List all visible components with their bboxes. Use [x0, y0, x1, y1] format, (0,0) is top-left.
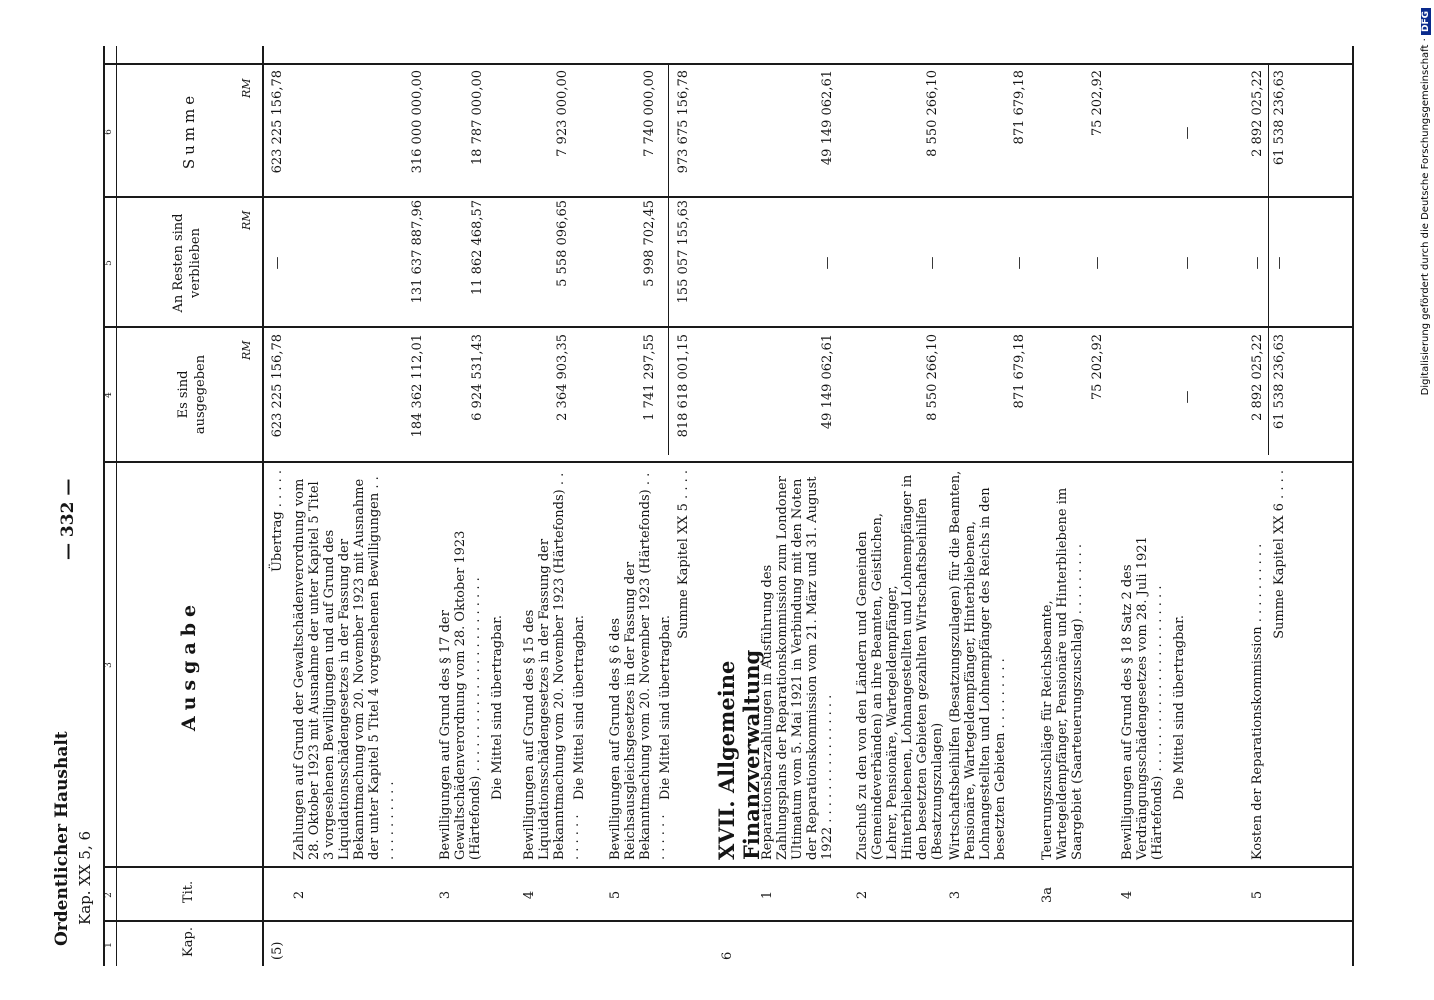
row-4-c6: 7 923 000,00 — [555, 70, 570, 157]
tit-6-1: 1 — [760, 890, 775, 900]
document-title: Ordentlicher Haushalt — [52, 731, 72, 946]
colnum-5: 5 — [104, 260, 114, 266]
unit-col4: RM — [240, 340, 253, 360]
table-right-border — [103, 63, 1353, 65]
s3-c6: 871 679,18 — [1012, 70, 1027, 145]
uebertrag-c4: 623 225 156,78 — [270, 334, 285, 438]
s4-c5: — — [1180, 256, 1195, 270]
summe-5-c4: 818 618 001,15 — [676, 334, 691, 438]
s4-c6: — — [1180, 126, 1195, 140]
dfg-logo: DFG — [1421, 8, 1431, 35]
s1-c4: 49 149 062,61 — [820, 334, 835, 430]
s4-note: Die Mittel sind übertragbar. — [1172, 614, 1187, 800]
credit-text: Digitalisierung gefördert durch die Deutsche Forschungsgemeinschaft · — [1420, 38, 1431, 396]
table-top-border — [103, 46, 105, 966]
col-sep-5-6 — [103, 196, 1353, 198]
s1-c6: 49 149 062,61 — [820, 70, 835, 166]
header-summe: Summe — [180, 91, 198, 170]
s5-text: Kosten der Reparationskommission . . . . . . . . . . — [1250, 543, 1265, 860]
header-tit: Tit. — [181, 880, 196, 904]
digitization-credit — [1418, 8, 1434, 992]
s5-c6: 2 892 025,22 — [1250, 70, 1265, 157]
unit-col5: RM — [240, 210, 253, 230]
tit-3: 3 — [438, 890, 453, 900]
colnum-3: 3 — [104, 662, 114, 668]
uebertrag-c5: — — [270, 256, 285, 270]
document-subtitle: Kap. XX 5, 6 — [76, 830, 94, 925]
col-sep-4-5 — [103, 326, 1353, 328]
kap-5: (5) — [270, 941, 285, 960]
row-2-c6: 316 000 000,00 — [410, 70, 425, 174]
row-2-text: Zahlungen auf Grund der Gewaltschädenverordnung vom 28. Oktober 1923 mit Ausnahme der unter Kapitel 5 Titel 3 vorgesehenen Bewilligungen und auf Grund des Liquidationsschädengesetzes in der Fassung der Bekanntmachung vom 20. November 1923 mit Ausnahme der unter Kapitel 5 Titel 4 vorgesehenen Bewilligungen . . . . . . . . . . . . — [292, 476, 397, 860]
kap-6: 6 — [720, 951, 735, 960]
tit-6-3: 3 — [948, 890, 963, 900]
summe-5-c6: 973 675 156,78 — [676, 70, 691, 174]
row-4-c5: 5 558 096,65 — [555, 200, 570, 287]
s3a-c4: 75 202,92 — [1090, 334, 1105, 401]
colnum-rule — [116, 46, 117, 966]
s5-c5: — — [1250, 256, 1265, 270]
summe-6-c5: — — [1272, 256, 1287, 270]
row-5-text: Bewilligungen auf Grund des § 6 des Reichsausgleichsgesetzes in der Fassung der Bekanntmachung vom 20. November 1923 (Härtefonds) . . . . . . . . — [608, 472, 668, 860]
tit-6-3a: 3a — [1040, 886, 1055, 904]
row-5-c4: 1 741 297,55 — [642, 334, 657, 421]
tit-6-5: 5 — [1250, 890, 1265, 900]
row-5-c6: 7 740 000,00 — [642, 70, 657, 157]
uebertrag-c6: 623 225 156,78 — [270, 70, 285, 174]
header-an-resten: An Resten sind verblieben — [171, 213, 203, 313]
row-5-c5: 5 998 702,45 — [642, 200, 657, 287]
colnum-2: 2 — [104, 892, 114, 898]
page-number: — 332 — — [58, 478, 78, 560]
row-2-c4: 184 362 112,01 — [410, 334, 425, 438]
s4-c4: — — [1180, 390, 1195, 404]
s4-text: Bewilligungen auf Grund des § 18 Satz 2 des Verdrängungsschädengesetzes vom 28. Juli 1921 (Härtefonds) . . . . . . . . . . . . . . . . . . . . . . . — [1120, 536, 1165, 860]
row-3-text: Bewilligungen auf Grund des § 17 der Gewaltschädenverordnung vom 28. Oktober 1923 (Härtefonds) . . . . . . . . . . . . . . . . . . . . . . . . — [438, 530, 483, 860]
table-bottom-border — [1352, 46, 1354, 966]
colnum-1: 1 — [104, 942, 114, 948]
summe-6-c6: 61 538 236,63 — [1272, 70, 1287, 166]
row-4-text: Bewilligungen auf Grund des § 15 des Liquidationsschädengesetzes in der Fassung der Bekanntmachung vom 20. November 1923 (Härtefonds) . . . . . . . . — [522, 472, 582, 860]
summe-5-label: Summe Kapitel XX 5 . . . . — [676, 470, 691, 639]
header-kap: Kap. — [181, 927, 196, 957]
s3a-c5: — — [1090, 256, 1105, 270]
s1-c5: — — [820, 256, 835, 270]
row-3-c5: 11 862 468,57 — [470, 200, 485, 296]
s3-text: Wirtschaftsbeihilfen (Besatzungszulagen) für die Beamten, Pensionäre, Wartegeldempfänger, Hinterbliebenen, Lohnangestellten und Lohnempfänger des Reichs in den besetzten Gebieten . . . . . . . . . — [948, 470, 1008, 860]
s1-text: Reparationsbarzahlungen in Ausführung des Zahlungsplans der Reparationskommission zum Londoner Ultimatum vom 5. Mai 1921 in Verbindung mit den Noten der Reparationskommission vom 21. März und 31. August 1922 . . . . . . . . . . . . . . . . — [760, 476, 835, 860]
uebertrag-label: Übertrag . . . . . — [270, 470, 285, 573]
col-sep-1-2 — [103, 920, 1353, 922]
row-4-note: Die Mittel sind übertragbar. — [572, 614, 587, 800]
s2-c4: 8 550 266,10 — [925, 334, 940, 421]
header-es-sind-ausgegeben: Es sind ausgegeben — [176, 354, 208, 435]
tit-5: 5 — [608, 890, 623, 900]
row-5-note: Die Mittel sind übertragbar. — [658, 614, 673, 800]
s3a-text: Teuerungszuschläge für Reichsbeamte, Wartegeldempfänger, Pensionäre und Hinterbliebene im Saargebiet (Saarteuerungszuschlag) . . . . . . . . . — [1040, 487, 1085, 860]
s3-c5: — — [1012, 256, 1027, 270]
row-2-c5: 131 637 887,96 — [410, 200, 425, 304]
tit-6-4: 4 — [1120, 890, 1135, 900]
sum5-rule — [668, 65, 669, 455]
header-ausgabe: Ausgabe — [178, 598, 200, 732]
col-sep-3-4 — [103, 461, 1353, 463]
s3a-c6: 75 202,92 — [1090, 70, 1105, 137]
sum6-rule — [1268, 65, 1269, 455]
s5-c4: 2 892 025,22 — [1250, 334, 1265, 421]
unit-col6: RM — [240, 78, 253, 98]
tit-6-2: 2 — [855, 890, 870, 900]
summe-5-c5: 155 057 155,63 — [676, 200, 691, 304]
row-3-c6: 18 787 000,00 — [470, 70, 485, 166]
s2-c6: 8 550 266,10 — [925, 70, 940, 157]
s3-c4: 871 679,18 — [1012, 334, 1027, 409]
summe-6-c4: 61 538 236,63 — [1272, 334, 1287, 430]
row-3-c4: 6 924 531,43 — [470, 334, 485, 421]
colnum-6: 6 — [104, 129, 114, 135]
section-heading: XVII. Allgemeine Finanzverwaltung — [714, 649, 764, 860]
col-sep-2-3 — [103, 866, 1353, 868]
s2-c5: — — [925, 256, 940, 270]
tit-2: 2 — [292, 890, 307, 900]
row-4-c4: 2 364 903,35 — [555, 334, 570, 421]
tit-4: 4 — [522, 890, 537, 900]
summe-6-label: Summe Kapitel XX 6 . . . . — [1272, 470, 1287, 639]
row-3-note: Die Mittel sind übertragbar. — [490, 614, 505, 800]
header-bottom-border — [262, 46, 264, 966]
s2-text: Zuschuß zu den von den Ländern und Gemeinden (Gemeindeverbänden) an ihre Beamten, Geistlichen, Lehrer, Pensionäre, Wartegeldempfänger, Hinterbliebenen, Lohnangestellten und Lohnempfänger in den besetzten Gebieten gezahlten Wirtschaftsbeihilfen (Besatzungszulagen) — [855, 474, 945, 860]
colnum-4: 4 — [104, 392, 114, 398]
